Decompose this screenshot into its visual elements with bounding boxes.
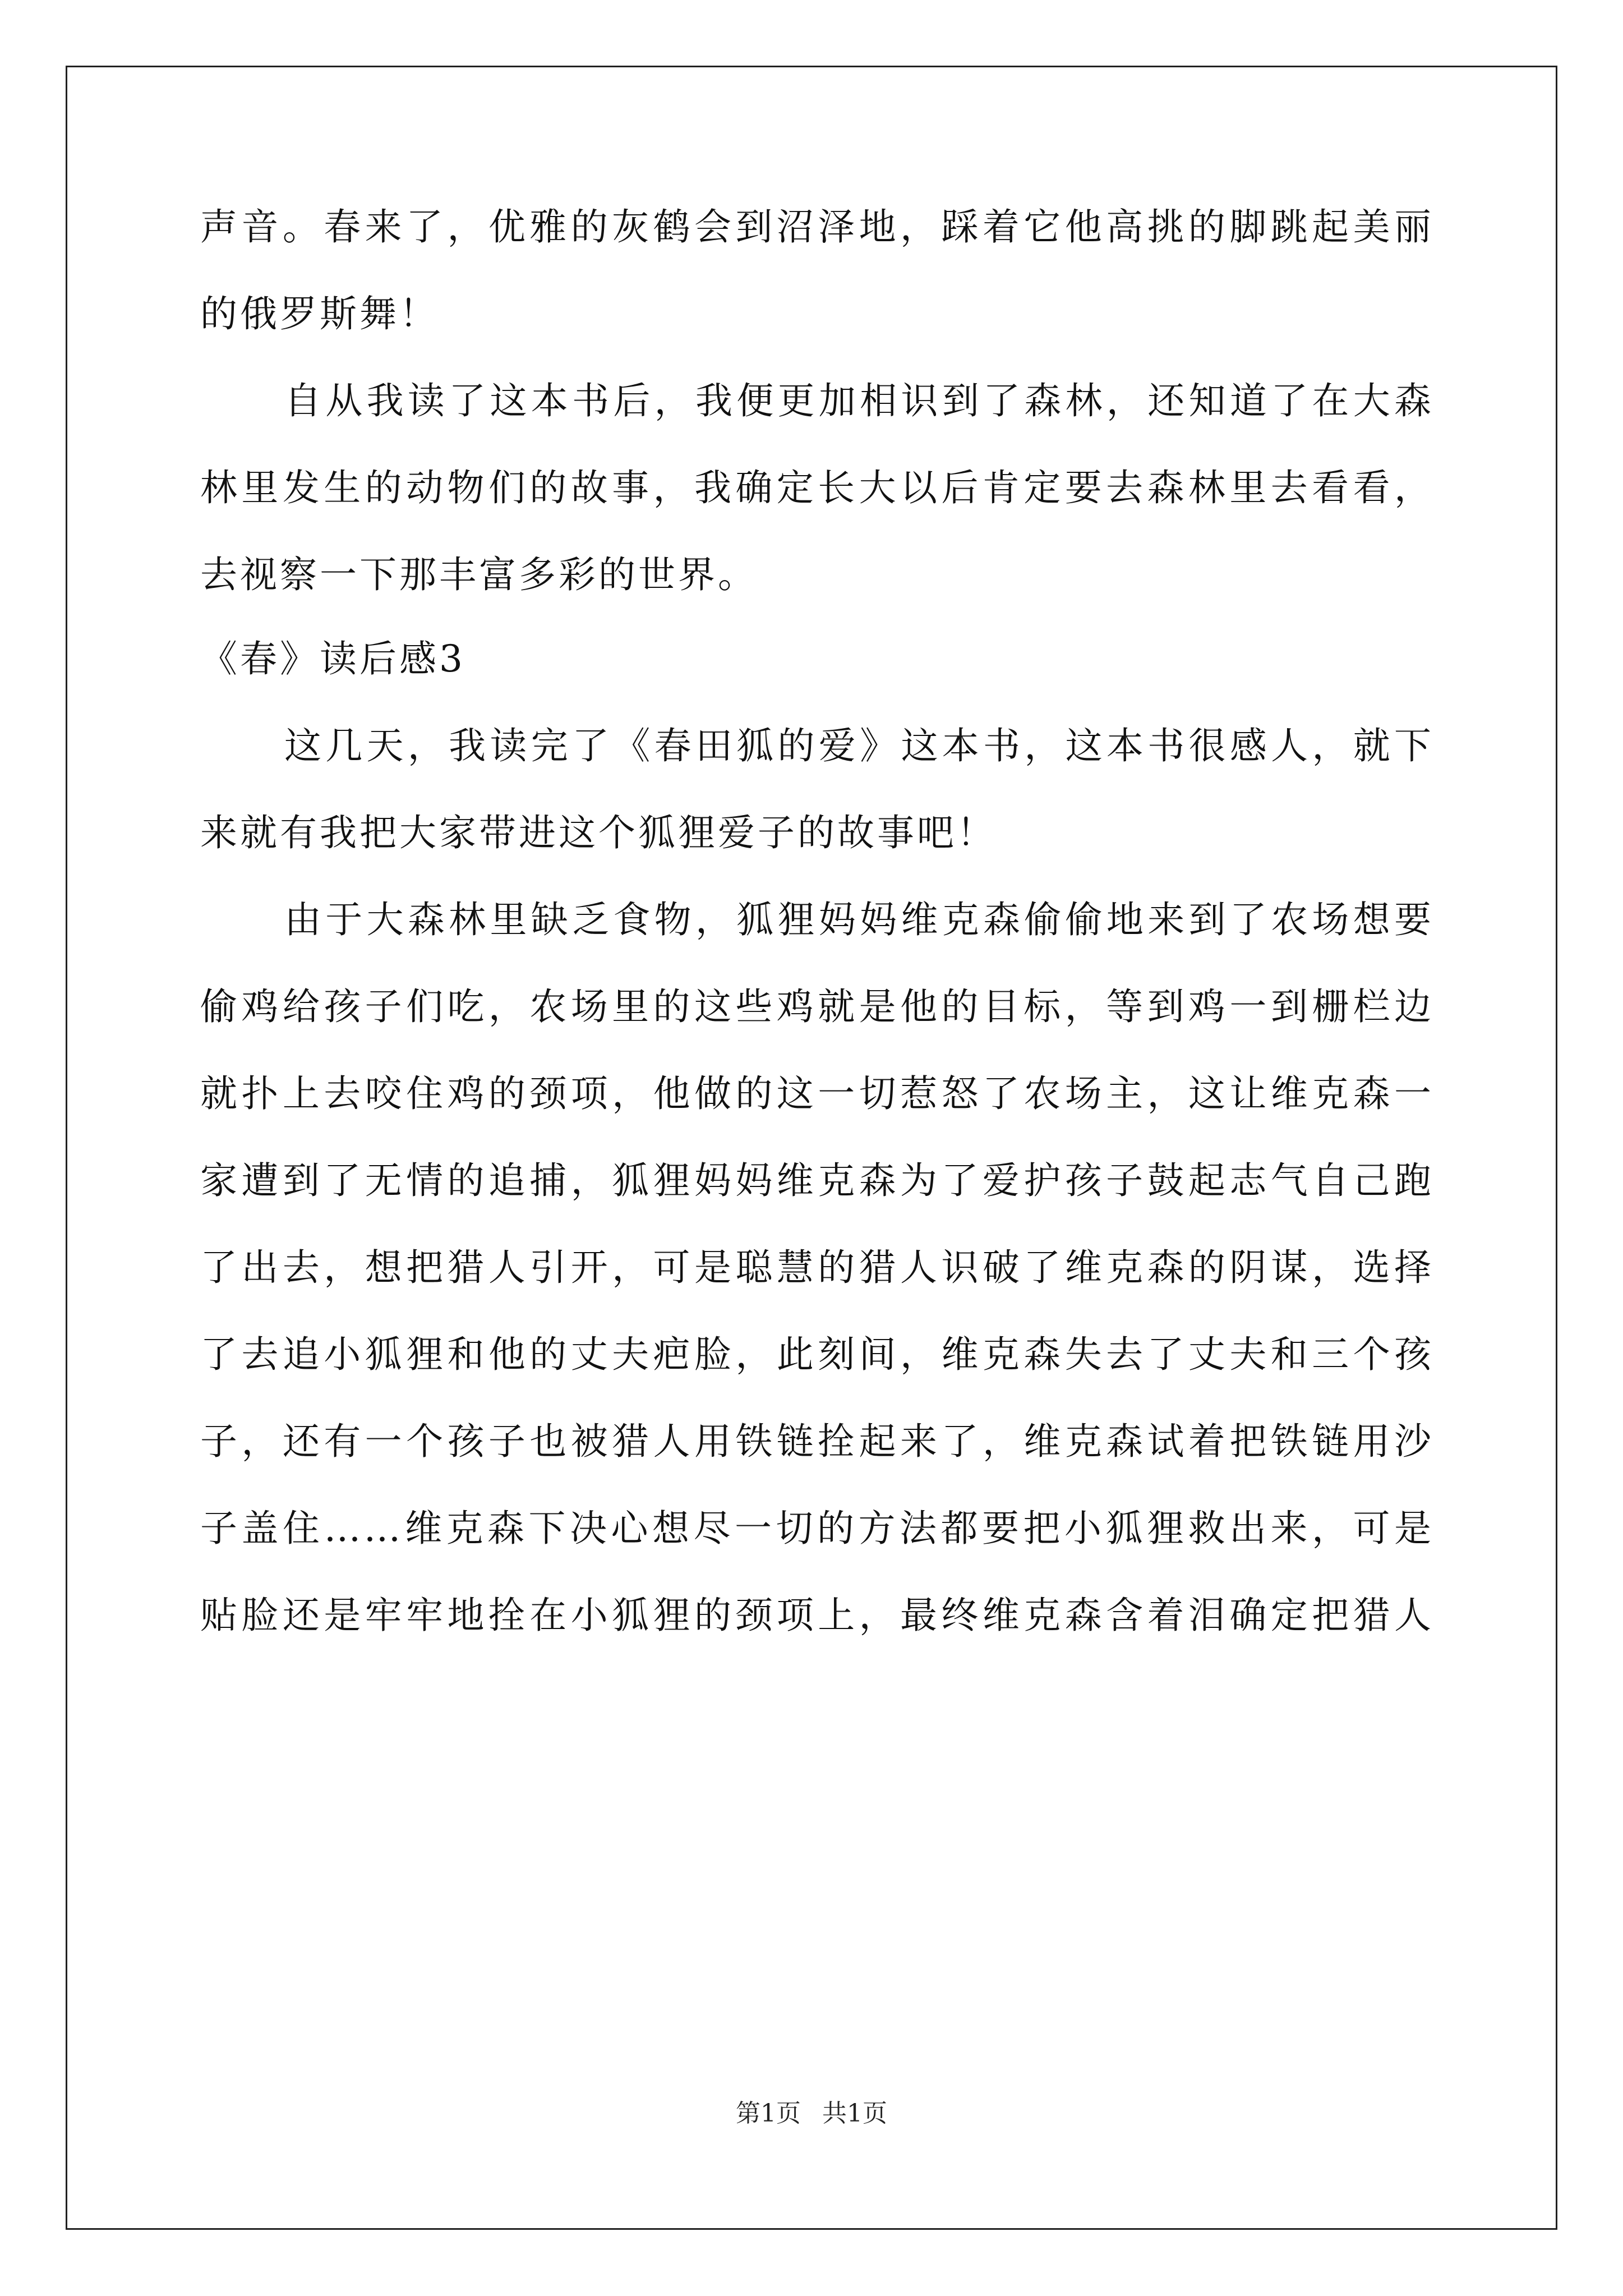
text-line: 来就有我把大家带进这个狐狸爱子的故事吧！ — [200, 811, 997, 854]
text-line: 由于大森林里缺乏食物，狐狸妈妈维克森偷偷地来到了农场想要 — [284, 898, 1434, 941]
page-footer — [0, 2097, 1623, 2131]
page-number: 第1页 — [736, 2099, 801, 2128]
text-line: 声音。春来了，优雅的灰鹤会到沼泽地，踩着它他高挑的脚跳起美丽 — [200, 205, 1434, 249]
text-line: 了去追小狐狸和他的丈夫疤脸，此刻间，维克森失去了丈夫和三个孩 — [200, 1333, 1434, 1376]
text-line: 去视察一下那丰富多彩的世界。 — [200, 553, 758, 596]
text-line: 偷鸡给孩子们吃，农场里的这些鸡就是他的目标，等到鸡一到栅栏边 — [200, 985, 1434, 1028]
text-line: 就扑上去咬住鸡的颈项，他做的这一切惹怒了农场主，这让维克森一 — [200, 1072, 1434, 1115]
text-line: 林里发生的动物们的故事，我确定长大以后肯定要去森林里去看看， — [200, 466, 1434, 509]
text-line: 这几天，我读完了《春田狐的爱》这本书，这本书很感人，就下 — [284, 724, 1434, 767]
page-count: 共1页 — [822, 2099, 887, 2128]
text-line: 家遭到了无情的追捕，狐狸妈妈维克森为了爱护孩子鼓起志气自己跑 — [200, 1159, 1434, 1202]
text-line: 子，还有一个孩子也被猎人用铁链拴起来了，维克森试着把铁链用沙 — [200, 1420, 1434, 1463]
text-line: 的俄罗斯舞！ — [200, 292, 439, 335]
text-line: 了出去，想把猎人引开，可是聪慧的猎人识破了维克森的阴谋，选择 — [200, 1246, 1434, 1289]
text-line: 贴脸还是牢牢地拴在小狐狸的颈项上，最终维克森含着泪确定把猎人 — [200, 1594, 1434, 1637]
text-line: 子盖住……维克森下决心想尽一切的方法都要把小狐狸救出来，可是 — [200, 1507, 1434, 1550]
section-heading: 《春》读后感3 — [200, 637, 465, 680]
text-line: 自从我读了这本书后，我便更加相识到了森林，还知道了在大森 — [284, 379, 1434, 422]
